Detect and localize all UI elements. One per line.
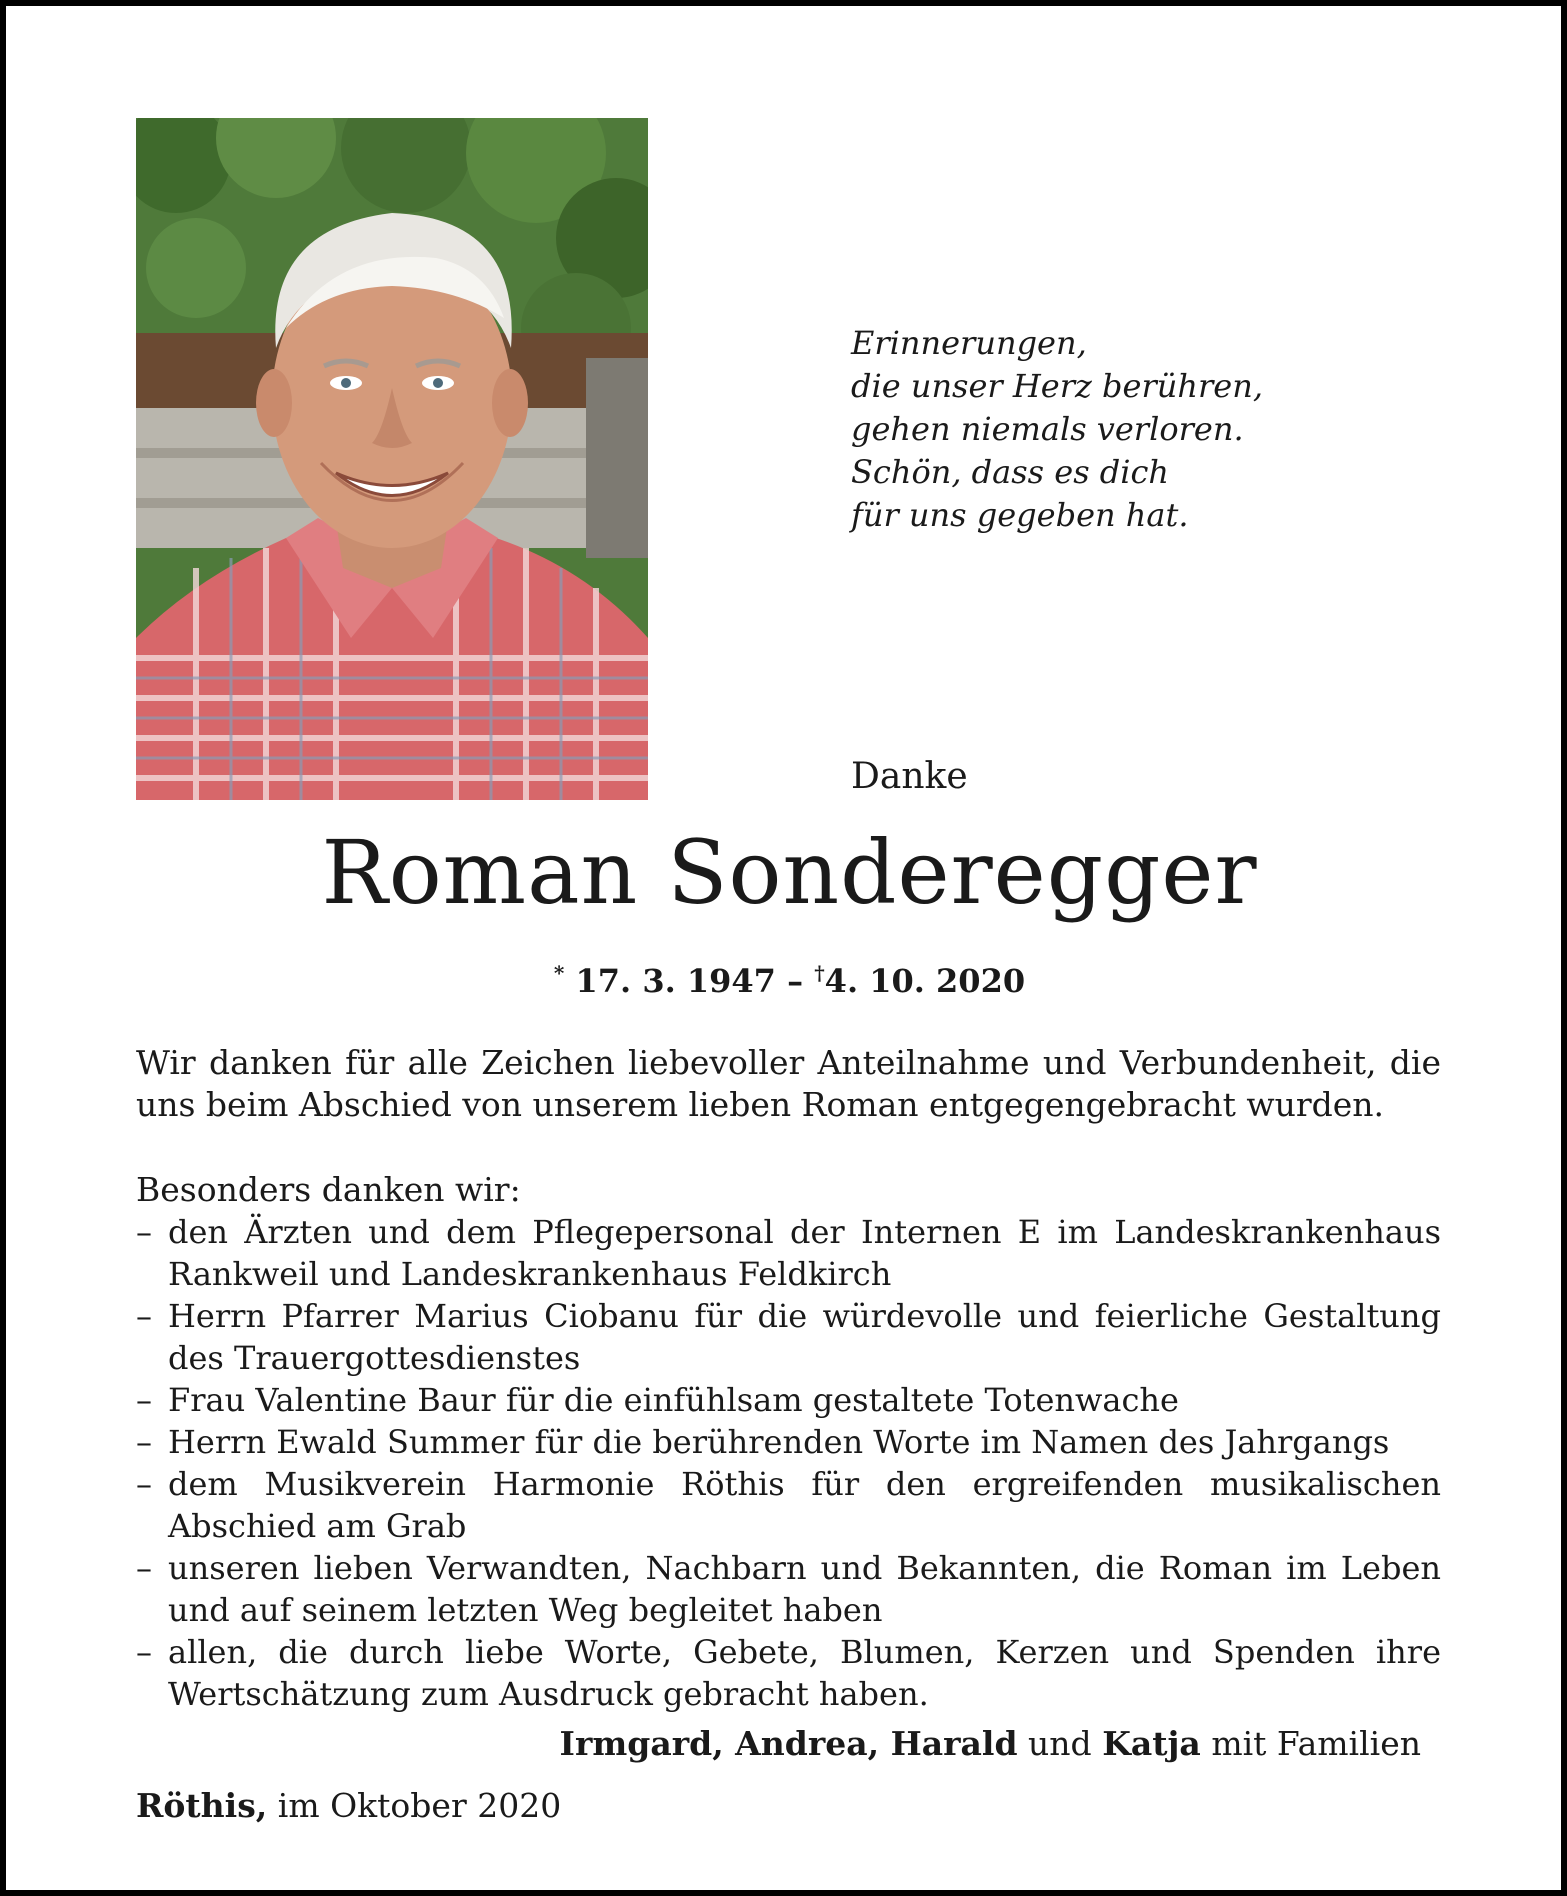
list-item-text: Frau Valentine Baur für die einfühlsam gestaltete Totenwache: [168, 1381, 1179, 1419]
portrait-photo: [136, 118, 648, 800]
signature-names: Irmgard, Andrea, Harald: [559, 1724, 1018, 1763]
birth-symbol: *: [553, 961, 565, 985]
list-dash: –: [136, 1465, 152, 1503]
memorial-poem: Erinnerungen, die unser Herz berühren, gehen niemals verloren. Schön, dass es dich für uns gegeben hat.: [851, 324, 1263, 534]
thanks-intro: Wir danken für alle Zeichen liebevoller Anteilnahme und Verbundenheit, die uns beim Abschied von unserem lieben Roman entgegengebracht wurden.: [136, 1043, 1441, 1124]
danke-heading: Danke: [851, 756, 968, 797]
family-signature: [560, 1724, 1421, 1763]
list-item: [136, 1463, 1441, 1547]
deceased-name: Roman Sonderegger: [321, 821, 1258, 924]
signature-last-name: Katja: [1102, 1724, 1201, 1763]
list-item: [136, 1631, 1441, 1715]
list-item-text: Herrn Ewald Summer für die berührenden Worte im Namen des Jahrgangs: [168, 1423, 1390, 1461]
place-and-date: [136, 1786, 561, 1825]
list-item: [136, 1547, 1441, 1631]
list-dash: –: [136, 1381, 152, 1419]
death-symbol: †: [814, 961, 825, 985]
birth-date: 17. 3. 1947: [575, 962, 776, 1000]
list-item-text: allen, die durch liebe Worte, Gebete, Blumen, Kerzen und Spenden ihre Wertschätzung zum Ausdruck gebracht haben.: [168, 1633, 1441, 1713]
signature-und: und: [1028, 1724, 1092, 1763]
list-dash: –: [136, 1549, 152, 1587]
thanks-heading: Besonders danken wir:: [136, 1170, 521, 1209]
list-item-text: unseren lieben Verwandten, Nachbarn und Bekannten, die Roman im Leben und auf seinem letzten Weg begleitet haben: [168, 1549, 1441, 1629]
thanks-list: [136, 1211, 1441, 1715]
list-item-text: dem Musikverein Harmonie Röthis für den ergreifenden musikalischen Abschied am Grab: [168, 1465, 1441, 1545]
list-dash: –: [136, 1633, 152, 1671]
place-date: im Oktober 2020: [277, 1786, 562, 1825]
death-date: 4. 10. 2020: [824, 962, 1026, 1000]
signature-suffix: mit Familien: [1211, 1724, 1421, 1763]
place-town: Röthis,: [136, 1786, 268, 1825]
list-item-text: den Ärzten und dem Pflegepersonal der Internen E im Landeskrankenhaus Rankweil und Landeskrankenhaus Feldkirch: [168, 1213, 1441, 1293]
date-separator: –: [787, 962, 804, 1000]
list-item: [136, 1421, 1441, 1463]
list-item-text: Herrn Pfarrer Marius Ciobanu für die würdevolle und feierliche Gestaltung des Trauergottesdienstes: [168, 1297, 1441, 1377]
list-item: [136, 1211, 1441, 1295]
list-dash: –: [136, 1213, 152, 1251]
list-dash: –: [136, 1423, 152, 1461]
life-dates: [6, 961, 1567, 1000]
portrait-illustration: [136, 118, 648, 800]
list-dash: –: [136, 1297, 152, 1335]
list-item: [136, 1379, 1441, 1421]
list-item: [136, 1295, 1441, 1379]
